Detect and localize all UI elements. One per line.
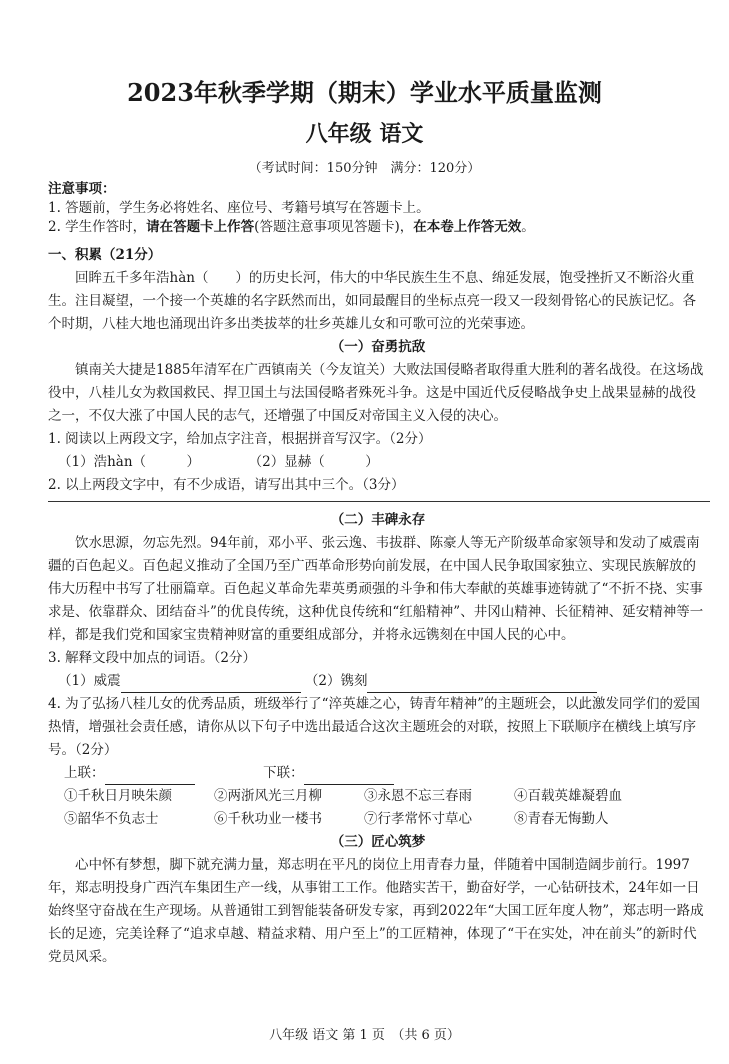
question-1-items bbox=[48, 451, 708, 474]
part-2 bbox=[48, 509, 708, 969]
lower-couplet-label: 下联： bbox=[263, 765, 304, 781]
notice-line-2-c: (答题注意事项见答题卡)， bbox=[254, 219, 414, 235]
part-1-heading: （一）奋勇抗敌 bbox=[330, 339, 426, 355]
couplet-option: ①千秋日月映朱颜 bbox=[64, 788, 172, 804]
exam-subtitle: 八年级 语文 bbox=[305, 121, 424, 147]
answer-line bbox=[48, 501, 710, 502]
couplet-option: ②两浙风光三月柳 bbox=[214, 788, 322, 804]
notice-line-2-e: 。 bbox=[521, 219, 535, 235]
couplet-option: ⑤韶华不负志士 bbox=[64, 811, 159, 827]
question-1: 1. 阅读以上两段文字，给加点字注音，根据拼音写汉字。（2分） bbox=[48, 431, 432, 447]
question-3: 3. 解释文段中加点的词语。（2分） bbox=[48, 650, 257, 666]
couplet-option: ⑧青春无悔勤人 bbox=[514, 811, 609, 827]
question-4: 4. 为了弘扬八桂儿女的优秀品质，班级举行了“淬英雄之心，铸青年精神”的主题班会，以此激发同学们的爱国热情，增强社会责任感，请你从以下句子中选出最适合这次主题班会的对联，按照上下联顺序在横线上填写序号。（2分） bbox=[48, 696, 700, 758]
question-1-item-b: （2）显赫（ ） bbox=[248, 454, 379, 470]
notice-section bbox=[48, 180, 708, 237]
question-3-blank-b[interactable] bbox=[367, 676, 597, 693]
section-1-intro: 回眸五千多年浩hàn（ ）的历史长河，伟大的中华民族生生不息、绵延发展，饱受挫折又不断浴火重生。注目凝望，一个接一个英雄的名字跃然而出，如同最醒目的坐标点亮一段又一段刻骨铭心的民族记忆。各个时期，八桂大地也涌现出许多出类拔萃的壮乡英雄儿女和可歌可泣的光荣事迹。 bbox=[48, 270, 696, 332]
couplet-option: ⑦行孝常怀寸草心 bbox=[364, 811, 472, 827]
couplet-option: ③永恩不忘三春雨 bbox=[364, 788, 472, 804]
couplet-option: ④百载英雄凝碧血 bbox=[514, 788, 622, 804]
upper-couplet-blank[interactable] bbox=[105, 768, 195, 785]
question-4-blanks bbox=[48, 762, 708, 785]
section-1-heading: 一、积累（21分） bbox=[48, 247, 162, 263]
question-3-items bbox=[48, 670, 708, 693]
question-3-item-b: （2）镌刻 bbox=[304, 673, 368, 689]
notice-line-1: 1. 答题前，学生务必将姓名、座位号、考籍号填写在答题卡上。 bbox=[48, 200, 430, 216]
part-2-passage: 饮水思源，勿忘先烈。94年前，邓小平、张云逸、韦拔群、陈豪人等无产阶级革命家领导和发动了威震南疆的百色起义。百色起义推动了全国乃至广西革命形势向前发展，在中国人民争取国家独立、实现民族解放的伟大历程中书写了壮丽篇章。百色起义革命先辈英勇顽强的斗争和伟大奉献的英雄事迹铸就了“不折不挠、实事求是、依靠群众、团结奋斗”的优良传统，这种优良传统和“红船精神”、井冈山精神、长征精神、延安精神等一样，都是我们党和国家宝贵精神财富的重要组成部分，并将永远镌刻在中国人民的心中。 bbox=[48, 535, 704, 643]
exam-title: 2023年秋季学期（期末）学业水平质量监测 bbox=[127, 78, 602, 107]
notice-label: 注意事项： bbox=[48, 181, 116, 197]
couplet-options bbox=[48, 785, 708, 831]
question-3-blank-a[interactable] bbox=[121, 676, 301, 693]
part-1-passage: 镇南关大捷是1885年清军在广西镇南关（今友谊关）大败法国侵略者取得重大胜利的著名战役。在这场战役中，八桂儿女为救国救民、捍卫国土与法国侵略者殊死斗争。这是中国近代反侵略战争史上战果显赫的战役之一，不仅大涨了中国人民的志气，还增强了中国反对帝国主义入侵的决心。 bbox=[48, 362, 704, 424]
notice-line-2-d: 在本卷上作答无效 bbox=[413, 219, 522, 235]
notice-line-2 bbox=[48, 218, 708, 237]
notice-line-2-a: 2. 学生作答时， bbox=[48, 219, 147, 235]
page-footer: 八年级 语文 第 1 页 （共 6 页） bbox=[269, 1028, 460, 1043]
part-3-heading: （三）匠心筑梦 bbox=[330, 834, 426, 850]
question-1-item-a: （1）浩hàn（ ） bbox=[58, 454, 201, 470]
question-2: 2. 以上两段文字中，有不少成语，请写出其中三个。（3分） bbox=[48, 477, 405, 493]
part-2-heading: （二）丰碑永存 bbox=[330, 512, 426, 528]
section-1 bbox=[48, 244, 708, 497]
upper-couplet-label: 上联： bbox=[64, 765, 105, 781]
notice-line-2-b: 请在答题卡上作答 bbox=[146, 219, 255, 235]
question-3-item-a: （1）威震 bbox=[58, 673, 121, 689]
couplet-option: ⑥千秋功业一楼书 bbox=[214, 811, 322, 827]
part-3-passage: 心中怀有梦想，脚下就充满力量，郑志明在平凡的岗位上用青春力量，伴随着中国制造阔步前行。1997年，郑志明投身广西汽车集团生产一线，从事钳工工作。他踏实苦干，勤奋好学，一心钻研技术，24年如一日始终坚守奋战在生产现场。从普通钳工到智能装备研发专家，再到2022年“大国工匠年度人物”，郑志明一路成长的足迹，完美诠释了“追求卓越、精益求精、用户至上”的工匠精神，体现了“干在实处，冲在前头”的新时代党员风采。 bbox=[48, 857, 704, 965]
exam-info: （考试时间：150分钟 满分：120分） bbox=[248, 161, 481, 176]
lower-couplet-blank[interactable] bbox=[304, 768, 394, 785]
